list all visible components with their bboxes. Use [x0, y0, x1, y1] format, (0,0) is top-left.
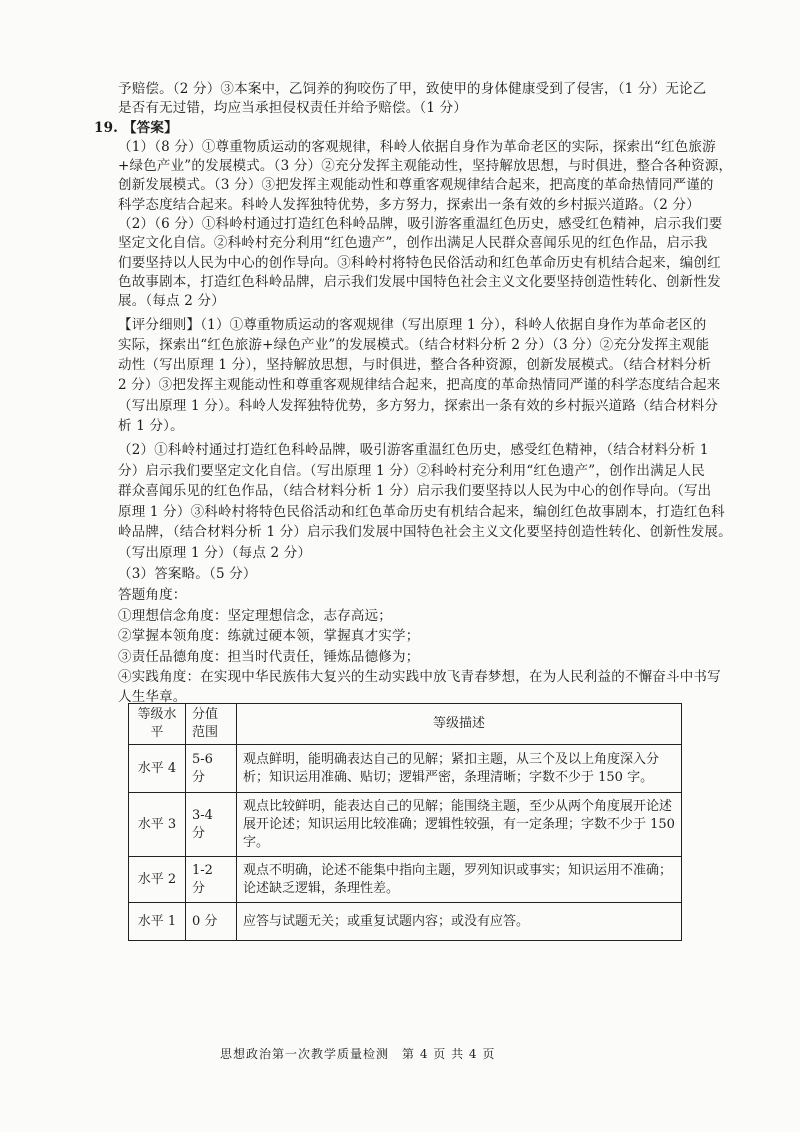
text-line-8: （2）（6 分）①科岭村通过打造红色科岭品牌，吸引游客重温红色历史，感受红色精神，启示我们要	[118, 216, 723, 232]
angle-4-cont: 人生华章。	[118, 689, 187, 705]
text-line-6: 创新发展模式。（3 分）③把发挥主观能动性和尊重客观规律结合起来，把高度的革命热情同严谨的	[118, 177, 714, 193]
text-line-21: 群众喜闻乐见的红色作品，（结合材料分析 1 分）启示我们要坚持以人民为中心的创作导向。（写出	[118, 483, 712, 499]
text-line-4: （1）（8 分）①尊重物质运动的客观规律，科岭人依据自身作为革命老区的实际，探索出“红色旅游	[118, 139, 716, 155]
text-line-25: （3）答案略。（5 分）	[118, 566, 257, 582]
row-level: 水平 3	[129, 793, 186, 857]
header-range: 分值范围	[186, 704, 237, 745]
text-line-1: 予赔偿。（2 分）③本案中，乙饲养的狗咬伤了甲，致使甲的身体健康受到了侵害，（1 分）无论乙	[118, 81, 707, 97]
text-line-24: （写出原理 1 分）（每点 2 分）	[118, 545, 312, 561]
row-level: 水平 1	[129, 903, 186, 941]
text-line-18: 析 1 分）。	[118, 418, 184, 434]
text-line-19: （2）①科岭村通过打造红色科岭品牌，吸引游客重温红色历史，感受红色精神，（结合材料分析 1	[118, 442, 709, 458]
text-line-23: 岭品牌，（结合材料分析 1 分）启示我们发展中国特色社会主义文化要坚持创造性转化、创新性发展。	[118, 524, 732, 540]
text-line-16: 2 分）③把发挥主观能动性和尊重客观规律结合起来，把高度的革命热情同严谨的科学态度结合起来	[118, 377, 721, 393]
answer-angles-heading: 答题角度：	[118, 587, 187, 603]
grade-table	[128, 703, 682, 941]
table-row	[129, 903, 682, 941]
text-line-15: 动性（写出原理 1 分），坚持解放思想，与时俱进，整合各种资源，创新发展模式。（结合材料分析	[118, 357, 712, 373]
question-19-heading: 19. 【答案】	[94, 120, 178, 136]
angle-4: ④实践角度：在实现中华民族伟大复兴的生动实践中放飞青春梦想，在为人民利益的不懈奋斗中书写	[118, 669, 721, 685]
text-line-17: （写出原理 1 分）。科岭人发挥独特优势，多方努力，探索出一条有效的乡村振兴道路（结合材料分	[118, 398, 719, 414]
row-level: 水平 4	[129, 745, 186, 793]
table-row	[129, 793, 682, 857]
row-desc: 观点鲜明，能明确表达自己的见解；紧扣主题，从三个及以上角度深入分析；知识运用准确、贴切；逻辑严密，条理清晰；字数不少于 150 字。	[237, 745, 682, 793]
row-desc: 应答与试题无关；或重复试题内容；或没有应答。	[237, 903, 682, 941]
row-level: 水平 2	[129, 857, 186, 903]
row-desc: 观点不明确，论述不能集中指向主题，罗列知识或事实；知识运用不准确；论述缺乏逻辑，条理性差。	[237, 857, 682, 903]
row-desc: 观点比较鲜明，能表达自己的见解；能围绕主题，至少从两个角度展开论述展开论述；知识运用比较准确；逻辑性较强，有一定条理；字数不少于 150 字。	[237, 793, 682, 857]
angle-2: ②掌握本领角度：练就过硬本领，掌握真才实学；	[118, 628, 420, 644]
page-footer: 思想政治第一次教学质量检测 第 4 页 共 4 页	[220, 1047, 496, 1061]
row-range: 3-4 分	[186, 793, 237, 857]
text-line-20: 分）启示我们要坚定文化自信。（写出原理 1 分）②科岭村充分利用“红色遗产”，创作出满足人民	[118, 463, 705, 479]
text-line-9: 坚定文化自信。②科岭村充分利用“红色遗产”，创作出满足人民群众喜闻乐见的红色作品，启示我	[118, 235, 708, 251]
text-line-11: 色故事剧本，打造红色科岭品牌，启示我们发展中国特色社会主义文化要坚持创造性转化、创新性发	[118, 274, 721, 290]
angle-1: ①理想信念角度：坚定理想信念，志存高远；	[118, 608, 392, 624]
header-level: 等级水平	[129, 704, 186, 745]
text-line-5: +绿色产业”的发展模式。（3 分）②充分发挥主观能动性，坚持解放思想，与时俱进，整合各种资源，	[118, 158, 733, 174]
text-line-14: 实际，探索出“红色旅游+绿色产业”的发展模式。（结合材料分析 2 分）（3 分）②充分发挥主观能	[118, 337, 710, 353]
row-range: 0 分	[186, 903, 237, 941]
table-row	[129, 745, 682, 793]
header-desc: 等级描述	[237, 704, 682, 745]
row-range: 5-6 分	[186, 745, 237, 793]
angle-3: ③责任品德角度：担当时代责任，锤炼品德修为；	[118, 649, 420, 665]
scoring-rules-heading: 【评分细则】（1）①尊重物质运动的客观规律（写出原理 1 分），科岭人依据自身作为革命老区的	[118, 317, 707, 333]
table-header-row	[129, 704, 682, 745]
text-line-7: 科学态度结合起来。科岭人发挥独特优势，多方努力，探索出一条有效的乡村振兴道路。（2 分）	[118, 197, 700, 213]
table-row	[129, 857, 682, 903]
text-line-2: 是否有无过错，均应当承担侵权责任并给予赔偿。（1 分）	[118, 100, 468, 116]
text-line-22: 原理 1 分）③科岭村将特色民俗活动和红色革命历史有机结合起来，编创红色故事剧本，打造红色科	[118, 504, 725, 520]
text-line-12: 展。（每点 2 分）	[118, 293, 225, 309]
row-range: 1-2 分	[186, 857, 237, 903]
text-line-10: 们要坚持以人民为中心的创作导向。③科岭村将特色民俗活动和红色革命历史有机结合起来，编创红	[118, 255, 721, 271]
